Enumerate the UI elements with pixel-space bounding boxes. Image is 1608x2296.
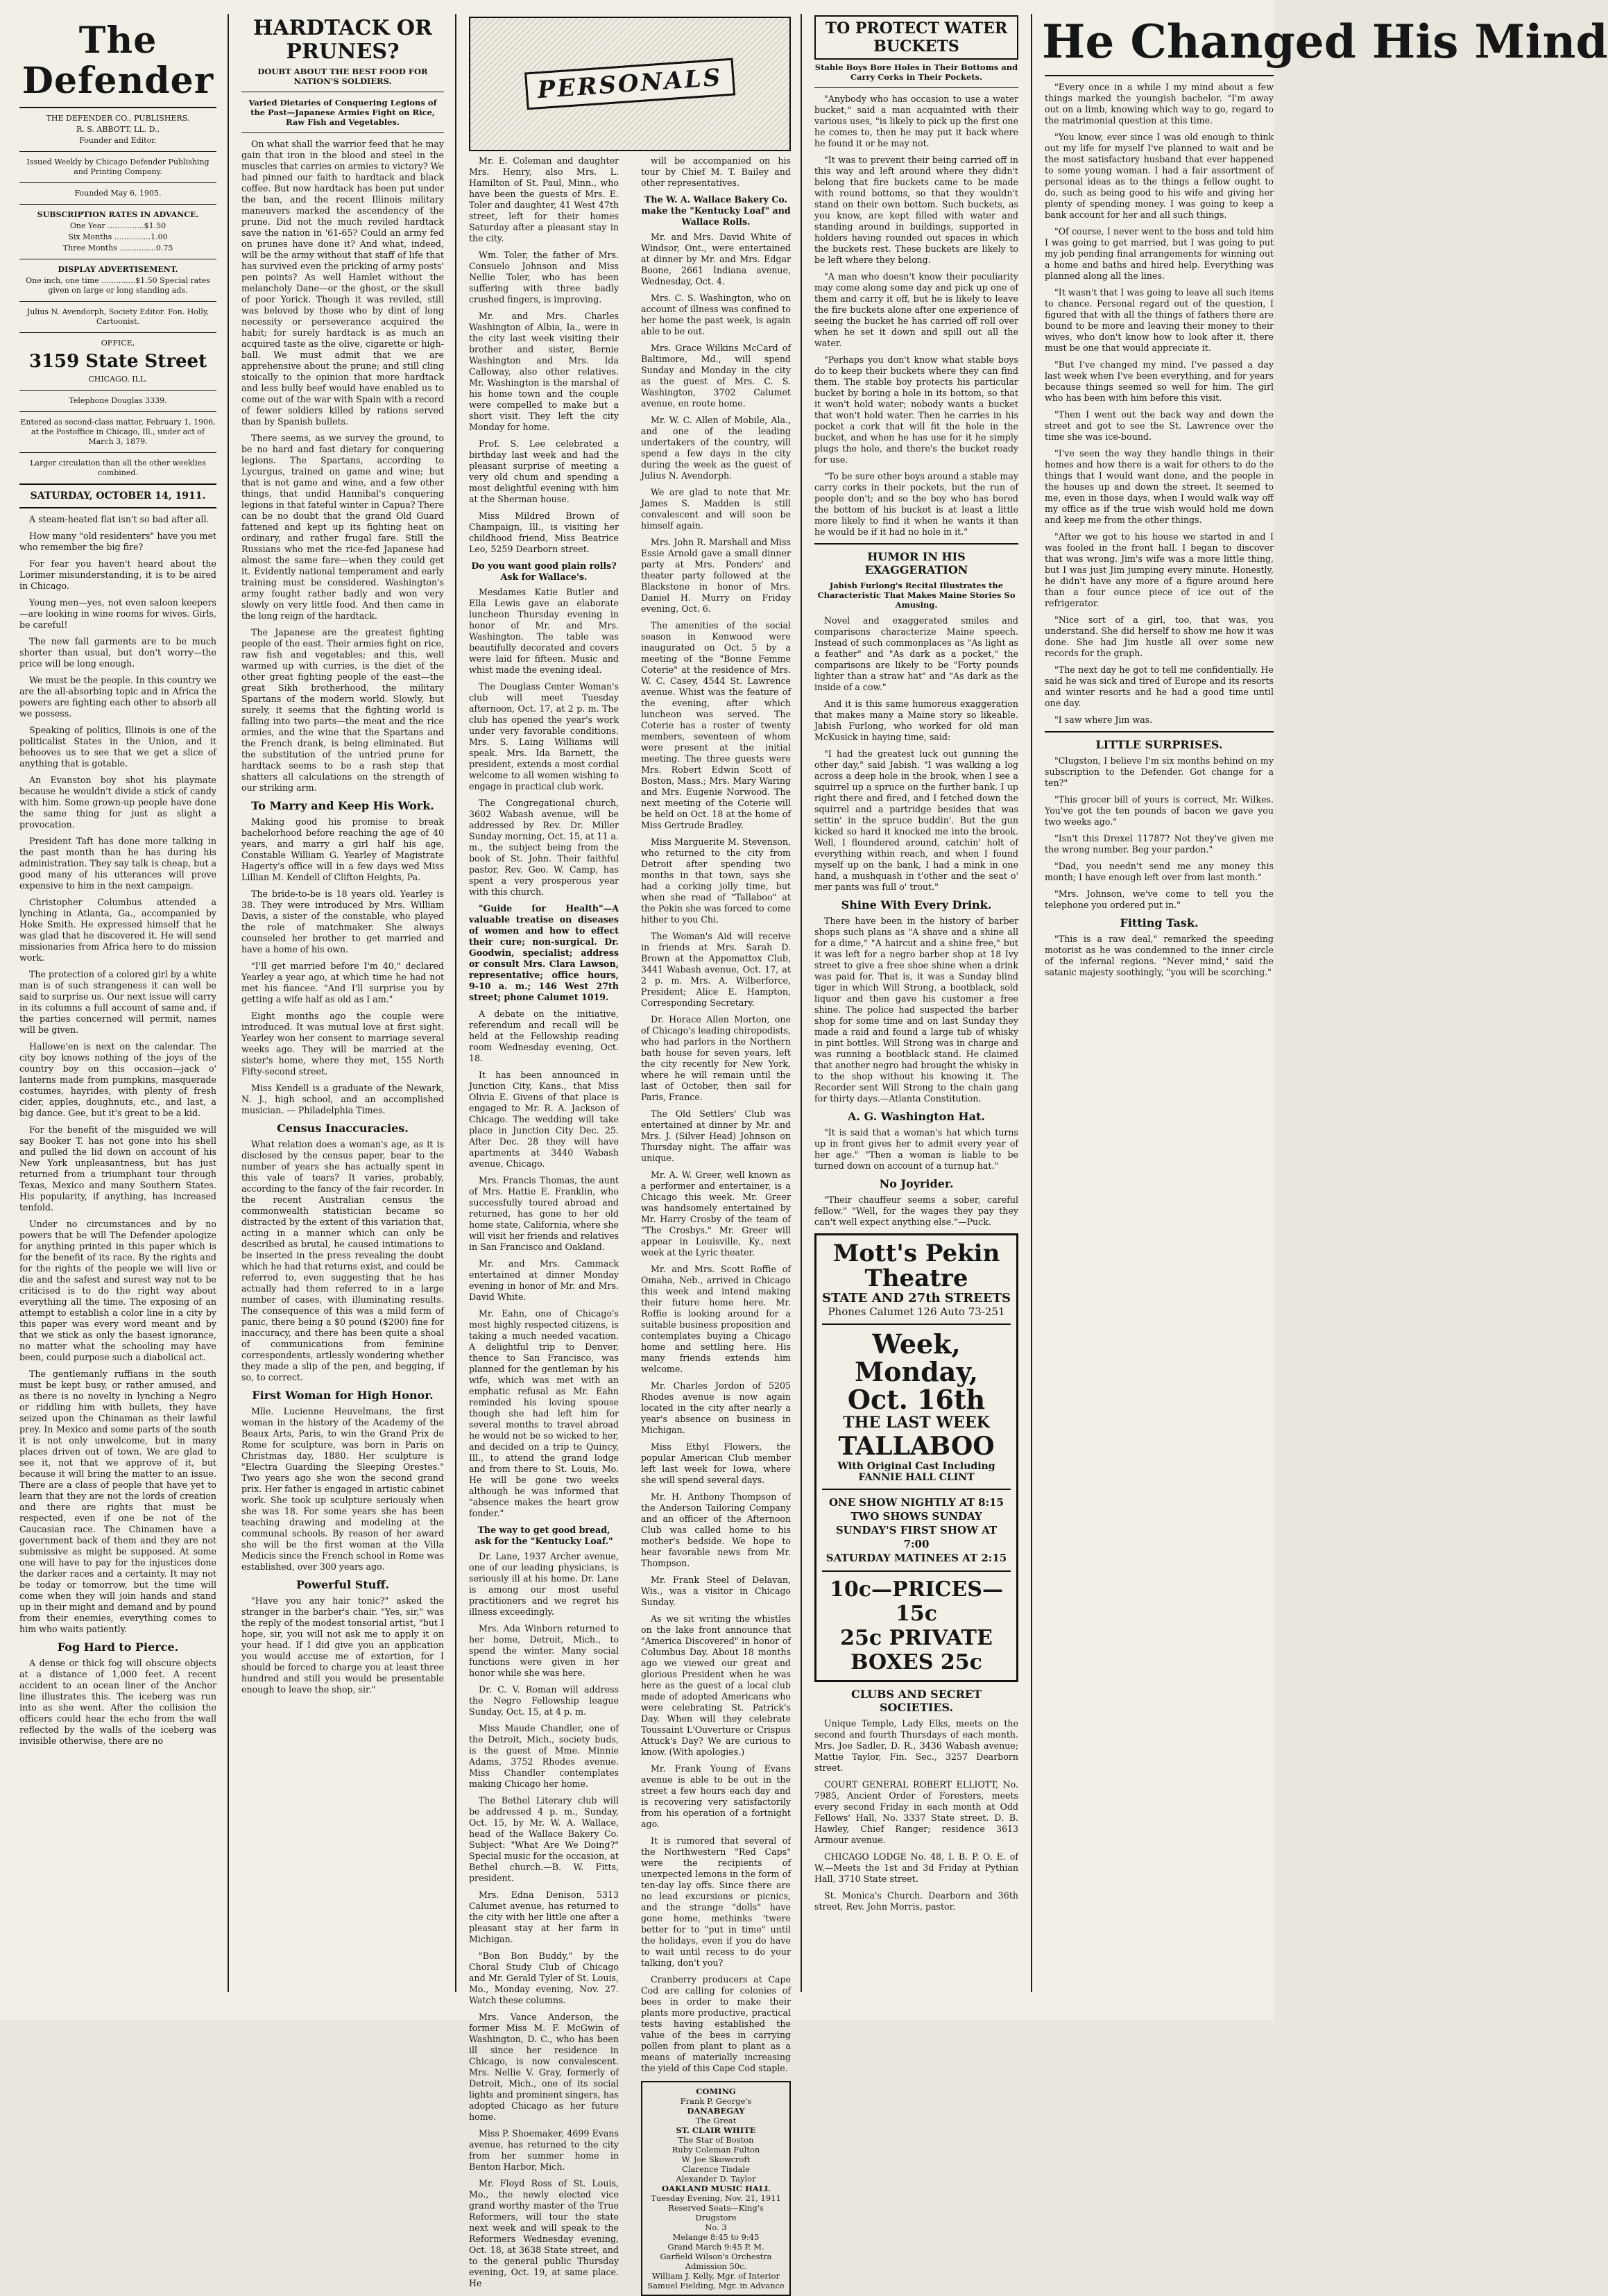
coming-line: Alexander D. Taylor	[676, 2174, 756, 2184]
personal-item: The way to get good bread, ask for the "Kentucky Loaf."	[474, 1525, 613, 1546]
personal-item: Mrs. John R. Marshall and Miss Essie Arnold gave a small dinner party at Mrs. Ponders' and theater party followed at the Blackstone in honor of Mrs. Daniel H. Murry on Friday evening, Oct. 6.	[641, 537, 791, 614]
article-paragraph: The bride-to-be is 18 years old. Yearley is 38. They were introduced by Mrs. William Davis, a sister of the constable, who played the role of matchmaker. She always counseled her brother to get married and have a home of his own.	[241, 889, 444, 954]
article-paragraph: "Perhaps you don't know what stable boys do to keep their buckets where they can find them. The stable boy protects his particular bucket by boring a hole in its bottom, so that it won't hold water; nobody wants a bucket that won't hold water. Then he carries in his pocket a cork that will fit the hole in the bucket, and when he has use for it he simply plugs the hole, and there's the bucket ready for use.	[814, 354, 1018, 465]
powerful-stuff-headline: Powerful Stuff.	[296, 1578, 390, 1591]
staff-line: Julius N. Avendorph, Society Editor. Fon. Holly, Cartoonist.	[26, 307, 209, 326]
theatre-cast: With Original Cast Including FANNIE HALL CLINT	[837, 1461, 995, 1483]
personal-item: Miss Mildred Brown of Champaign, Ill., is visiting her childhood friend, Miss Beatrice Leo, 5259 Dearborn street.	[469, 511, 619, 554]
personal-item: Mr. Frank Young of Evans avenue is able to be out in the street a few hours each day and is recovering very satisfactorily from his operation of a fortnight ago.	[641, 1763, 791, 1829]
coming-line: The Star of Boston	[678, 2135, 754, 2145]
rate-line: One Year ...............$1.50	[69, 221, 166, 230]
display-ad-text: One inch, one time ..............$1.50 Special rates given on large or long standing ads.	[26, 276, 210, 295]
article-paragraph: "Nice sort of a girl, too, that was, you understand. She did herself to show me how it was done. She had Jim hustle all over some new records for the graph.	[1045, 615, 1274, 658]
article-paragraph: Mlle. Lucienne Heuvelmans, the first woman in the history of the Academy of the Beaux Arts, Paris, to win the Grand Prix de Rome for sculpture, was born in Paris on Christmas day, 1880. Her sculpture is "Electra Guarding the Sleeping Orestes." Two years ago she won the second grand prix. Her father is engaged in artistic cabinet work. She took up sculpture seriously when she was 18. For some years she has been teaching drawing and modeling at the communal schools. By reason of her award she will be the first woman at the Villa Medicis since the French school in Rome was established, over 300 years ago.	[241, 1406, 444, 1572]
schedule-line: SUNDAY'S FIRST SHOW AT 7:00	[835, 1524, 998, 1550]
personal-item: Mr. and Mrs. Scott Roffie of Omaha, Neb., arrived in Chicago this week and intend making their future home here. Mr. Roffie is looking around for a suitable business proposition and contemplates buying a Chicago home and settling here. His many friends extends him welcome.	[641, 1264, 791, 1374]
theatre-location: STATE AND 27th STREETS	[822, 1291, 1011, 1305]
personal-item: Mr. E. Coleman and daughter Mrs. Henry, also Mrs. L. Hamilton of St. Paul, Minn., who have been the guests of Mrs. E. Toler and daughter, 41 West 47th street, left for their homes Saturday after a pleasant stay in the city.	[469, 155, 619, 243]
article-paragraph: "A man who doesn't know their peculiarity may come along some day and pick up one of them and carry it off, but he is likely to leave the fire buckets alone after one experience of seeing the bucket he has carried off roll over when he set it down and spill out all the water.	[814, 271, 1018, 348]
personal-item: Mrs. Edna Denison, 5313 Calumet avenue, has returned to the city with her little one after a pleasant stay at her farm in Michigan.	[469, 1890, 619, 1944]
personals-banner-area	[459, 12, 801, 158]
founder: R. S. ABBOTT, LL. D.,	[76, 125, 160, 134]
personal-item: The Bethel Literary club will be addressed 4 p. m., Sunday, Oct. 15, by Mr. W. A. Wallace, head of the Wallace Bakery Co. Subject: "What Are We Doing?" Special music for the occasion, at Bethel church.—B. W. Fitts, president.	[469, 1795, 619, 1883]
personal-item: Mr. Eahn, one of Chicago's most highly respected citizens, is taking a much needed vacation. A delightful trip to Denver, thence to San Francisco, was planned for the gentleman by his wife, which was met with an emphatic refusal as Mr. Eahn reminded his loving spouse though she had left him for several months to travel abroad he would not be so wicked to her, and decided on a trip to Quincy, Ill., to attend the grand lodge and from there to St. Louis, Mo. He will be gone two weeks although he was informed that "absence makes the heart grow fonder."	[469, 1308, 619, 1518]
personals-column-right	[631, 155, 801, 2290]
article-paragraph: "Have you any hair tonic?" asked the stranger in the barber's chair. "Yes, sir," was the reply of the modest tonsorial artist, "but I hope, sir, you will not ask me to apply it on your head. If I did give you an application you would accuse me of extortion, for I should be forced to charge you at least three hundred and still you would be presentable enough to leave the shop, sir."	[241, 1595, 444, 1695]
personal-item: Mrs. Ada Winborn returned to her home, Detroit, Mich., to spend the winter. Many social functions were given in her honor while she was here.	[469, 1623, 619, 1678]
coming-line: OAKLAND MUSIC HALL	[662, 2184, 770, 2193]
fitting-task-headline: Fitting Task.	[1120, 916, 1199, 929]
schedule-line: TWO SHOWS SUNDAY	[850, 1510, 982, 1523]
personals-title: PERSONALS	[524, 58, 735, 110]
rate-line: Three Months ...............0.75	[62, 243, 173, 252]
article-paragraph: "To be sure other boys around a stable may carry corks in their pockets, but the run of people don't; and so the boy who has bored the bottom of his bucket is at least a little more likely to find it when he wants it than he would be if it had no hole in it."	[814, 471, 1018, 537]
fog-headline: Fog Hard to Pierce.	[57, 1640, 179, 1654]
personal-item: A debate on the initiative, referendum and recall will be held at the Fellowship reading room Wednesday evening, Oct. 18.	[469, 1009, 619, 1063]
coming-line: No. 3	[705, 2222, 727, 2232]
personal-item: The Congregational church, 3602 Wabash avenue, will be addressed by Rev. Dr. Miller Sunday morning, Oct. 15, at 11 a. m., the subject being from the book of St. John. Their faithful pastor, Rev. Geo. W. Camp, has spent a very prosperous year with this church.	[469, 798, 619, 897]
hardtack-subhead: DOUBT ABOUT THE BEST FOOD FOR NATION'S SOLDIERS.	[257, 67, 428, 86]
club-item: COURT GENERAL ROBERT ELLIOTT, No. 7985, Ancient Order of Foresters, meets every second Friday in each month at Odd Fellows' Hall, No. 3337 State street. D. B. Hawley, Chief Ranger; residence 3613 Armour avenue.	[814, 1779, 1018, 1845]
coming-line: ST. CLAIR WHITE	[676, 2125, 756, 2135]
coming-line: Clarence Tisdale	[682, 2164, 750, 2174]
personal-item: Miss P. Shoemaker, 4699 Evans avenue, has returned to the city from her summer home in Benton Harbor, Mich.	[469, 2128, 619, 2172]
personal-item: "Bon Bon Buddy," by the Choral Study Club of Chicago and Mr. Gerald Tyler of St. Louis, Mo., Monday evening, Nov. 27. Watch these columns.	[469, 1951, 619, 2005]
editorial-paragraph: Speaking of politics, Illinois is one of the politicalist States in the Union, and it behooves us to see that we get a slice of anything that is gotable.	[19, 725, 216, 769]
first-woman-headline: First Woman for High Honor.	[252, 1389, 434, 1402]
personal-item: Mesdames Katie Butler and Ella Lewis gave an elaborate luncheon Thursday evening in honor of Mr. and Mrs. Washington. The table was beautifully decorated and covers were laid for fifteen. Music and whist made the evening ideal.	[469, 587, 619, 675]
article-paragraph: "You know, ever since I was old enough to think out my life for myself I've planned to wait and be the most satisfactory husband that ever happened to some young woman. I had a fair assortment of personal ideas as to the things a fellow ought to do, such as being good to his wife and giving her plenty of spending money. I was going to keep a bank account for her and all such things.	[1045, 132, 1274, 220]
hardtack-deck: Varied Dietaries of Conquering Legions of the Past—Japanese Armies Fight on Rice, Raw Fish and Vegetables.	[248, 98, 437, 127]
theatre-week: Week, Monday, Oct. 16th	[847, 1328, 986, 1415]
coming-line: Ruby Coleman Fulton	[672, 2145, 760, 2154]
editorial-paragraph: We must be the people. In this country we are the all-absorbing topic and in Africa the powers are fighting each other to absorb all we possess.	[19, 675, 216, 719]
entered-note: Entered as second-class matter, February 1, 1906, at the Postoffice in Chicago, Ill., under act of March 3, 1879.	[20, 418, 216, 446]
article-paragraph: "This grocer bill of yours is correct, Mr. Wilkes. You've got the ten pounds of bacon we gave you two weeks ago."	[1045, 794, 1274, 827]
editorial-paragraph: Young men—yes, not even saloon keepers—are looking in wine rooms for wives. Girls, be careful!	[19, 597, 216, 630]
coming-line: DANABEGAY	[687, 2106, 745, 2116]
coming-line: W. Joe Skowcroft	[681, 2154, 751, 2164]
issued-note: Issued Weekly by Chicago Defender Publishing and Printing Company.	[26, 157, 209, 176]
editorial-paragraph: A steam-heated flat isn't so bad after all.	[29, 514, 209, 524]
personal-item: The amenities of the social season in Kenwood were inaugurated on Oct. 5 by a meeting of the "Bonne Femme Coterie" at the residence of Mrs. W. C. Casey, 4544 St. Lawrence avenue. Whist was the feature of the evening, after which luncheon was served. The Coterie has a roster of twenty members, seventeen of whom were present at the initial meeting. The three guests were Mrs. Robert Edwin Scott of Boston, Mass.; Mrs. Mary Waring and Mrs. Eugenie Norwood. The next meeting of the Coterie will be held on Oct. 18 at the home of Miss Gertrude Bradley.	[641, 620, 791, 830]
coming-line: Melange 8:45 to 9:45	[672, 2232, 760, 2242]
article-paragraph: Eight months ago the couple were introduced. It was mutual love at first sight. Yearley won her consent to marriage several weeks ago. They will be married at the sister's home, where they met, 155 North Fifty-second street.	[241, 1011, 444, 1077]
column-rule	[801, 14, 802, 1992]
office-address: 3159 State Street	[28, 351, 207, 372]
article-paragraph: "I saw where Jim was.	[1054, 714, 1153, 725]
personal-item: Mr. and Mrs. Charles Washington of Albia, Ia., were in the city last week visiting their brother and sister, Bernie Washington and Mrs. Ida Calloway, also other relatives. Mr. Washington is the marshal of his home town and the couple were compelled to make but a short visit. They left the city Monday for home.	[469, 311, 619, 432]
club-item: CHICAGO LODGE No. 48, I. B. P. O. E. of W.—Meets the 1st and 3d Friday at Pythian Hall, 3710 State street.	[814, 1851, 1018, 1884]
article-paragraph: "After we got to his house we started in and I was fooled in the front hall. I began to discover that was wrong. Jim's wife was a more little thing, but I was just Jim jumping every minute. Honestly, he didn't have any more of a figure around here than a four ounce piece of ice out of the refrigerator.	[1045, 531, 1274, 608]
article-paragraph: "It was to prevent their being carried off in this way and left around where they didn't belong that fire buckets came to be made with round bottoms, so that they wouldn't stand on their own bottom. Such buckets, as you know, are kept filled with water and standing around in buildings, supported in holders having rounded out spaces in which the buckets rest. These buckets are likely to be left where they belong.	[814, 155, 1018, 265]
article-paragraph: Novel and exaggerated smiles and comparisons characterize Maine speech. Instead of such commonplaces as "As light as a feather" and "As dark as a pocket," the comparisons are likely to be "Forty pounds lighter than a straw hat" and "As dark as the inside of a cow."	[814, 615, 1018, 692]
personal-item: The Woman's Aid will receive in friends at Mrs. Sarah D. Brown at the Appomattox Club, 3441 Wabash avenue, Oct. 17, at 2 p. m. Mrs. A. Wilberforce, President; Alice E. Hampton, Corresponding Secretary.	[641, 931, 791, 1008]
personal-item: Mr. Frank Steel of Delavan, Wis., was a visitor in Chicago Sunday.	[641, 1575, 791, 1607]
office-city: CHICAGO, ILL.	[88, 375, 148, 384]
article-paragraph: "I had the greatest luck out gunning the other day," said Jabish. "I was walking a log across a deep hole in the brook, when I see a squirrel up a spruce on the further bank. I up right there and fired, and I fetched down the squirrel and a partridge besides that was settin' in the spruce buddin'. But the gun kicked so hard it knocked me into the brook. Well, I floundered around, catchin' holt of everything within reach, and when I found myself up on the bank, I had a mink in one hand, a mushquash in t'other and the seat o' mer pants was full o' trout."	[814, 748, 1018, 892]
hardtack-column	[232, 12, 454, 1999]
joyrider-headline: No Joyrider.	[879, 1177, 954, 1190]
theatre-name: Mott's Pekin Theatre	[832, 1240, 1000, 1292]
article-paragraph: "Their chauffeur seems a sober, careful fellow." "Well, for the wages they pay they can't well expect anything else."—Puck.	[814, 1194, 1018, 1227]
theatre-box-prices: 25c PRIVATE BOXES 25c	[840, 1626, 993, 1674]
subscription-head: SUBSCRIPTION RATES IN ADVANCE.	[37, 210, 199, 219]
theatre-ad	[814, 1233, 1018, 1682]
shine-headline: Shine With Every Drink.	[841, 898, 992, 911]
personal-item: Mrs. Vance Anderson, the former Miss M. F. McGwin of Washington, D. C., who has been ill since her residence in Chicago, is now convalescent. Mrs. Nellie V. Gray, formerly of Detroit, Mich., one of its social lights and prominent singers, has adopted Chicago as her future home.	[469, 2012, 619, 2122]
humor-subhead: Jabish Furlong's Recital Illustrates the Characteristic That Makes Maine Stories So Amusing.	[817, 581, 1016, 610]
display-ad-head: DISPLAY ADVERTISEMENT.	[58, 265, 178, 274]
theatre-phones: Phones Calumet 126 Auto 73-251	[828, 1305, 1005, 1318]
article-paragraph: "The next day he got to tell me confidentially. He said he was sick and tired of Europe and its resorts and winter resorts and he had a good time until one day.	[1045, 665, 1274, 708]
personal-item: Mrs. C. S. Washington, who on account of illness was confined to her home the past week, is again able to be out.	[641, 293, 791, 336]
theatre-last-week: THE LAST WEEK	[843, 1414, 990, 1432]
article-paragraph: "Isn't this Drexel 11787? Not they've given me the wrong number. Beg your pardon."	[1045, 833, 1274, 855]
article-paragraph: The Japanese are the greatest fighting people of the east. Their armies fight on rice, raw fish and vegetables; and this, well warmed up with curries, is the diet of the other great fighting people of the east—the great Sikh brotherhood, the military Spartans of the modern world. Slowly, but surely, it seems that the fighting world is falling into two parts—the meat and the rice armies, and the wine that the Spartans and the French drank, is being eliminated. But the substitution of the untried prune for hardtack seems to be a rash step that shatters all calculations on the strength of our striking arm.	[241, 627, 444, 793]
marry-headline: To Marry and Keep His Work.	[251, 799, 434, 812]
buckets-headline: TO PROTECT WATER BUCKETS	[814, 15, 1018, 60]
personal-item: The W. A. Wallace Bakery Co. make the "Kentucky Loaf" and Wallace Rolls.	[641, 194, 791, 227]
hat-headline: A. G. Washington Hat.	[848, 1110, 985, 1123]
personal-item: Mr. Charles Jordon of 5205 Rhodes avenue is now again located in the city after nearly a year's absence on business in Michigan.	[641, 1380, 791, 1435]
personal-item: Mr. and Mrs. David White of Windsor, Ont., were entertained at dinner by Mr. and Mrs. Edgar Boone, 2661 Indiana avenue, Wednesday, Oct. 4.	[641, 232, 791, 286]
editorial-paragraph: An Evanston boy shot his playmate because he wouldn't divide a stick of candy with him. Some grown-up people have done the same thing for just as slight a provocation.	[19, 775, 216, 830]
personals-banner	[469, 17, 791, 151]
column-rule	[455, 14, 456, 1992]
personal-item: We are glad to note that Mr. James S. Madden is still convalescent and will soon be himself again.	[641, 487, 791, 531]
article-paragraph: Making good his promise to break bachelorhood before reaching the age of 40 years, and marry a girl half his age, Constable William G. Yearley of Magistrate Hagerty's office will in a few days wed Miss Lillian M. Kendell of Clifton Heights, Pa.	[241, 816, 444, 882]
coming-line: Reserved Seats—King's Drugstore	[668, 2203, 764, 2222]
founded-note: Founded May 6, 1905.	[74, 189, 162, 198]
humor-headline: HUMOR IN HIS EXAGGERATION	[864, 550, 968, 576]
personal-item: Cranberry producers at Cape Cod are calling for colonies of bees in order to make their plants more productive, practical tests having established the value of the bees in carrying pollen from plant to plant as a means of materially increasing the yield of this Cape Cod staple.	[641, 1974, 791, 2073]
column-rule	[228, 14, 229, 1992]
article-paragraph: "Every once in a while I my mind about a few things marked the youngish bachelor. "I'm away out on a limb, knowing which way to go, regard to the matrimonial question at this time.	[1045, 82, 1274, 126]
article-paragraph: Miss Kendell is a graduate of the Newark, N. J., high school, and an accomplished musician. — Philadelphia Times.	[241, 1083, 444, 1115]
editorial-paragraph: For the benefit of the misguided we will say Booker T. has not gone into his shell and pulled the lid down on account of his New York unpleasantness, but has just returned from a triumphant tour through Texas, Mexico and many Southern States. His popularity, if anything, has increased tenfold.	[19, 1124, 216, 1213]
editorial-paragraph: The new fall garments are to be much shorter than usual, but don't worry—the price will be long enough.	[19, 636, 216, 669]
article-paragraph: What relation does a woman's age, as it is disclosed by the census paper, bear to the number of years she has actually spent in this vale of tears? It varies, probably, according to the fancy of the fair recorder. In the recent Australian census the commonwealth statistician became so distracted by the extent of this variation that, acting in a manner which can only be described as brutal, he caused intimations to be inserted in the press revealing the doubt which he had that returns exist, and could be referred to, even suggesting that he has actually had them referred to in a large number of cases, with illuminating results. The consequence of this was a mild form of panic, there being a $0 pound ($200) fine for inaccuracy, and there has been quite a shoal of communications from feminine correspondents, artlessly wondering whether they made a slip of the pen, and begging, if so, to correct.	[241, 1139, 444, 1382]
changes-headline: He Changed His Mind	[1042, 15, 1608, 69]
article-paragraph: "Of course, I never went to the boss and told him I was going to get married, but I was going to put my job pending final arrangements for winning out a home and baths and hired help. Everything was planned along all the lines.	[1045, 226, 1274, 281]
coming-head: COMING	[696, 2087, 736, 2096]
article-paragraph: "I've seen the way they handle things in their homes and how there is a wait for others to do the things that I would want done, and the people in the houses up and down the street. It seemed to me, even in those days, when I would walk way off my office as if the true wish would hold me down and keep me from the other things.	[1045, 448, 1274, 525]
article-paragraph: "Dad, you needn't send me any money this month; I have enough left over from last month."	[1045, 861, 1274, 882]
fog-text: A dense or thick fog will obscure objects at a distance of 1,000 feet. A recent accident to an ocean liner of the Anchor line illustrates this. The iceberg was run into as she went. After the collision the officers could hear the echo from the wall reflected by the walls of the iceberg was invisible otherwise, there are no	[19, 1658, 216, 1746]
coming-line: Garfield Wilson's Orchestra	[660, 2252, 772, 2261]
personal-item: Mrs. Francis Thomas, the aunt of Mrs. Hattie E. Franklin, who successfully toured abroad and returned, has gone to her old home state, California, where she will visit her friends and relatives in San Francisco and Oakland.	[469, 1175, 619, 1252]
editorial-paragraph: Under no circumstances and by no powers that be will The Defender apologize for anything printed in this paper which is for the benefit of its race. By the rights and for the rights of the people we will live or die and the safest and surest way not to be criticised is to do the right way about everything all the time. The exposing of an attempt to establish a color line in a city by this paper was every word meant and by that we stick as only the basest ignorance, no matter what the schooling may have been, could purpose such a diabolical act.	[19, 1219, 216, 1362]
club-item: Unique Temple, Lady Elks, meets on the second and fourth Thursdays of each month. Mrs. Joe Sadler, D. R., 3436 Wabash avenue; Mattie Taylor, Fin. Sec., 3257 Dearborn street.	[814, 1718, 1018, 1773]
coming-line: Grand March 9:45 P. M.	[667, 2242, 764, 2252]
schedule-line: ONE SHOW NIGHTLY AT 8:15	[828, 1496, 1004, 1509]
little-surprises-headline: LITTLE SURPRISES.	[1095, 738, 1223, 751]
issue-date: SATURDAY, OCTOBER 14, 1911.	[30, 490, 206, 502]
editorial-paragraph: For fear you haven't heard about the Lorimer misunderstanding, it is to be aired in Chicago.	[19, 558, 216, 591]
article-paragraph: "Then I went out the back way and down the street and got to see the St. Lawrence over the time she was ice-bound.	[1045, 409, 1274, 442]
rate-line: Six Months ...............1.00	[68, 232, 168, 241]
personal-item: Do you want good plain rolls? Ask for Wallace's.	[471, 560, 617, 582]
clubs-headline: CLUBS AND SECRET SOCIETIES.	[850, 1688, 982, 1714]
personal-item: Dr. Lane, 1937 Archer avenue, one of our leading physicians, is seriously ill at his home. Dr. Lane is among our most useful practitioners and we regret his illness exceedingly.	[469, 1551, 619, 1617]
personal-item: Wm. Toler, the father of Mrs. Consuelo Johnson and Miss Nellie Toler, who has been suffering with three badly crushed fingers, is improving.	[469, 250, 619, 305]
buckets-column	[805, 12, 1028, 1999]
article-paragraph: And it is this same humorous exaggeration that makes many a Maine story so likeable. Jabish Furlong, who worked for old man McKusick in haying time, said:	[814, 699, 1018, 742]
article-paragraph: "Mrs. Johnson, we've come to tell you the telephone you ordered put in."	[1045, 889, 1274, 910]
coming-line: William J. Kelly, Mgr. of Interior	[652, 2271, 780, 2281]
personal-item: The Douglass Center Woman's club will meet Tuesday afternoon, Oct. 17, at 2 p. m. The club has opened the year's work under very favorable conditions. Mrs. S. Laing Williams will speak. Mrs. Ida Barnett, the president, extends a most cordial welcome to all women wishing to engage in practical club work.	[469, 681, 619, 791]
theatre-show: TALLABOO	[838, 1432, 995, 1461]
personal-item: Mr. Floyd Ross of St. Louis, Mo., the newly elected vice grand worthy master of the True Reformers, will tour the state next week and will speak to the Reformers Wednesday evening, Oct. 18, at 3638 State street, and to the general public Thursday evening, Oct. 19, at same place. He	[469, 2178, 619, 2288]
personal-item: It has been announced in Junction City, Kans., that Miss Olivia E. Givens of that place is engaged to Mr. R. A. Jackson of Chicago. The wedding will take place in Junction City Dec. 25. After Dec. 28 they will have apartments at 3440 Wabash avenue, Chicago.	[469, 1070, 619, 1169]
buckets-subhead: Stable Boys Bore Holes in Their Bottoms and Carry Corks in Their Pockets.	[814, 62, 1018, 82]
telephone: Telephone Douglas 3339.	[69, 396, 167, 405]
article-paragraph: On what shall the warrior feed that he may gain that iron in the blood and steel in the muscles that carries on armies to victory? We had pinned our faith to hardtack and black coffee. But now hardtack has been put under the ban, and the recent Illinois military maneuvers marked the ascendency of the prune. Did not the much reviled hardtack save the nation in '61-65? Could an army fed on prunes have done it? And what, indeed, will be the army without that staff of life that has survived even the pricking of army posts' pen points? As well Hamlet without the melancholy Dane—or the ghost, or the skull of poor Yorick. Though it was reviled, still was beloved by those who by dint of long necessity or perseverance acquired the habit; for surely hardtack is as much an acquired taste as the olive, cigarette or high-ball. We must admit that we are apprehensive about the prune; and still cling stoically to the opinion that more hardtack and less bully beef would have enabled us to come out of the war with Spain with a record of fewer soldiers killed by rations served than by Spanish bullets.	[241, 139, 444, 427]
coming-line: Admission 50c.	[685, 2261, 747, 2271]
coming-ad	[641, 2081, 791, 2296]
founder-role: Founder and Editor.	[79, 136, 157, 145]
personal-item: Prof. S. Lee celebrated a birthday last week and had the pleasant surprise of meeting a very old chum and spending a most delightful evening with him at the Sherman house.	[469, 438, 619, 504]
publisher: THE DEFENDER CO., PUBLISHERS.	[46, 114, 190, 123]
editorial-paragraph: The gentlemanly ruffians in the south must be kept busy, or rather amused, and as there is no novelty in lynching a Negro or riddling him with bullets, they have seized upon the Chinaman as their lawful prey. In Mexico and some parts of the south it is not only unwelcome, but in many places driven out of town. We are glad to see it, not that we approve of it, but because it will bring the matter to an issue. There are a class of people that have yet to learn that they are not the lords of creation and there are rights that must be respected, even if one be not of the Caucasian race. The Chinamen have a government back of them and they are not submissive as might be supposed. At some one will have to pay for the injustices done the darker races and a certainty. It may not be today or tomorrow, but the time will come when they will join hands and stand up in their might and demand and by pound from their enemies, everything comes to him who waits patiently.	[19, 1369, 216, 1634]
personal-item: "Guide for Health"—A valuable treatise on diseases of women and how to effect their cure; non-surgical. Dr. Goodwin, specialist; address or consult Mrs. Clara Lawson, representative; office hours, 9-10 a. m.; 146 West 27th street; phone Calumet 1019.	[469, 903, 619, 1002]
editorial-paragraph: Hallowe'en is next on the calendar. The city boy knows nothing of the joys of the country boy on this occasion—jack o' lanterns made from pumpkins, masquerade costumes, hayrides, with plenty of fresh cider, apples, doughnuts, etc., and last, a big dance. Gee, but it's great to be a kid.	[19, 1041, 216, 1118]
coming-line: The Great	[695, 2116, 737, 2125]
personal-item: will be accompanied on his tour by Chief M. T. Bailey and other representatives.	[641, 155, 791, 188]
personal-item: Miss Ethyl Flowers, the popular American Club member left last week for Iowa, where she will spend several days.	[641, 1441, 791, 1485]
article-paragraph: There seems, as we survey the ground, to be no hard and fast dietary for conquering legions. The Spartans, according to Lycurgus, trained on game and wine; but that is not game and wine, and a few other things, that undid Hannibal's conquering legions in that fateful winter in Capua? There can be no doubt that the grand Old Guard fattened and kept up its fighting heat on ordinary, and rather frugal fare. Still the Russians who met the rice-fed Japanese had almost the same fare—when they could get it. Evidently national temperament and early training must be considered. Washington's army fought rather badly and won very slowly on very little food. And then came in the long reign of the hardtack.	[241, 433, 444, 621]
personal-item: It is rumored that several of the Northwestern "Red Caps" were the recipients of unexpected lemons in the form of ten-day lay offs. Since there are no lead excursions or picnics, and the strange "dolls" have gone home, methinks 'twere better for to "put in time" until the holidays, even if you do have to wait until recess to do your talking, don't you?	[641, 1835, 791, 1968]
circulation-note: Larger circulation than all the other weeklies combined.	[30, 459, 206, 477]
editorial-paragraph: How many "old residenters" have you met who remember the big fire?	[19, 531, 216, 552]
coming-line: Samuel Fielding, Mgr. in Advance	[647, 2281, 785, 2290]
article-paragraph: "It is said that a woman's hat which turns up in front gives her to admit every year of her age." "Then a woman is liable to be turned down on account of a turnup hat."	[814, 1127, 1018, 1171]
personal-item: As we sit writing the whistles on the lake front announce that "America Discovered" in honor of Columbus Day. About 18 months ago we viewed our great and glorious President when he was here as the guest of a local club made of adopted Americans who were celebrating St. Patrick's Day. When will they celebrate Toussaint L'Ouverture or Crispus Attuck's Day? We are curious to know. (With apologies.)	[641, 1613, 791, 1757]
article-paragraph: There have been in the history of barber shops such plans as "A shave and a shine all for a dime," "A haircut and a shine free," but it was left for a negro barber shop at 18 Ivy street to give a free shoe shine when a drink was paid for. That is, it was a Sunday blind tiger in which Will Strong, a bootblack, sold liquor and then gave his customer a free shine. The police had suspected the barber shop for some time and on last Sunday they made a raid and found a large tub of whisky in pint bottles. Will Strong was in charge and was running a bootblack stand. He claimed that another negro had brought the whisky in to the shop without his knowing it. The Recorder sent Will Strong to the chain gang for thirty days.—Atlanta Constitution.	[814, 916, 1018, 1104]
personal-item: Dr. C. V. Roman will address the Negro Fellowship league Sunday, Oct. 15, at 4 p. m.	[469, 1684, 619, 1717]
coming-line: Tuesday Evening, Nov. 21, 1911	[651, 2193, 781, 2203]
changes-column	[1035, 12, 1608, 1999]
column-rule	[1031, 14, 1032, 1992]
schedule-line: SATURDAY MATINEES AT 2:15	[826, 1552, 1007, 1564]
article-paragraph: "Anybody who has occasion to use a water bucket," said a man acquainted with their various uses, "is likely to pick up the first one he comes to, then he may put it back where he found it or he may not.	[814, 94, 1018, 148]
editorial-paragraph: The protection of a colored girl by a white man is of such strangeness it can well be said to surprise us. Our next issue will carry in its columns a full account of same and, if the parties concerned will permit, names will be given.	[19, 969, 216, 1035]
article-paragraph: "It wasn't that I was going to leave all such items to chance. Personal regard out of the question, I figured that with all the things of fathers there are bound to be more and leaving their money to their wives, who don't know how to look after it, there must be one that would appreciate it.	[1045, 287, 1274, 353]
club-item: St. Monica's Church. Dearborn and 36th street, Rev. John Morris, pastor.	[814, 1890, 1018, 1912]
personal-item: Mr. W. C. Allen of Mobile, Ala., and one of the leading undertakers of the country, will spend a few days in the city during the week as the guest of Julius N. Avendorph.	[641, 415, 791, 481]
editorial-paragraph: President Taft has done more talking in the past month than he has during his administration. They say talk is cheap, but a good many of his utterances will prove expensive to him in the next campaign.	[19, 836, 216, 891]
masthead-title: The Defender	[22, 19, 214, 102]
personal-item: Mr. A. W. Greer, well known as a performer and entertainer, is a Chicago this week. Mr. Greer was handsomely entertained by Mr. Harry Crosby of the team of "The Crosbys." Mr. Greer will appear in Louisville, Ky., next week at the Lyric theater.	[641, 1170, 791, 1258]
personal-item: Mrs. Grace Wilkins McCard of Baltimore, Md., will spend Sunday and Monday in the city as the guest of Mrs. C. S. Washington, 3702 Calumet avenue, en route home.	[641, 343, 791, 409]
personal-item: Dr. Horace Allen Morton, one of Chicago's leading chiropodists, who had parlors in the Northern bath house for seven years, left the city recently for New York, where he will remain until the last of October, then sail for Paris, France.	[641, 1014, 791, 1102]
office-label: OFFICE,	[101, 339, 135, 348]
theatre-prices: 10c—PRICES—15c	[830, 1577, 1003, 1626]
article-paragraph: "Clugston, I believe I'm six months behind on my subscription to the Defender. Got change for a ten?"	[1045, 755, 1274, 788]
coming-line: Frank P. George's	[680, 2096, 752, 2106]
personals-column-left	[459, 155, 628, 2288]
personal-item: The Old Settlers' Club was entertained at dinner by Mr. and Mrs. J. (Silver Head) Johnson on Thursday night. The affair was unique.	[641, 1108, 791, 1163]
personal-item: Miss Marguerite M. Stevenson, who returned to the city from Detroit after spending two months in that town, says she had a corking jolly time, but when she read of "Tallaboo" at the Pekin she was forced to come hither to you Chi.	[641, 837, 791, 925]
personal-item: Miss Maude Chandler, one of the Detroit, Mich., society buds, is the guest of Mme. Minnie Adams, 3752 Rhodes avenue. Miss Chandler contemplates making Chicago her home.	[469, 1723, 619, 1789]
census-headline: Census Inaccuracies.	[277, 1122, 409, 1135]
editorial-column	[10, 12, 226, 1999]
personal-item: Mr. H. Anthony Thompson of the Anderson Tailoring Company and an officer of the Afternoon Club was called home to his mother's bedside. We hope to hear favorable news from Mr. Thompson.	[641, 1491, 791, 1568]
article-paragraph: "I'll get married before I'm 40," declared Yearley a year ago, at which time he had not met his fiancee. "And I'll surprise you by getting a wife half as old as I am."	[241, 961, 444, 1004]
hardtack-headline: HARDTACK OR PRUNES?	[253, 16, 432, 64]
article-paragraph: "This is a raw deal," remarked the speeding motorist as he was condemned to the inner circle of the infernal regions. "Never mind," said the satanic majesty soothingly, "you will be scorching."	[1045, 934, 1274, 977]
article-paragraph: "But I've changed my mind. I've passed a day last week when I've been everything, and for years because things seemed so well for him. The girl who has been with him before this visit.	[1045, 359, 1274, 403]
personal-item: Mr. and Mrs. Cammack entertained at dinner Monday evening in honor of Mr. and Mrs. David White.	[469, 1258, 619, 1302]
editorial-paragraph: Christopher Columbus attended a lynching in Atlanta, Ga., accompanied by Hoke Smith. He expressed himself that he was glad that he discovered it. He will send missionaries from Africa here to do mission work.	[19, 897, 216, 963]
